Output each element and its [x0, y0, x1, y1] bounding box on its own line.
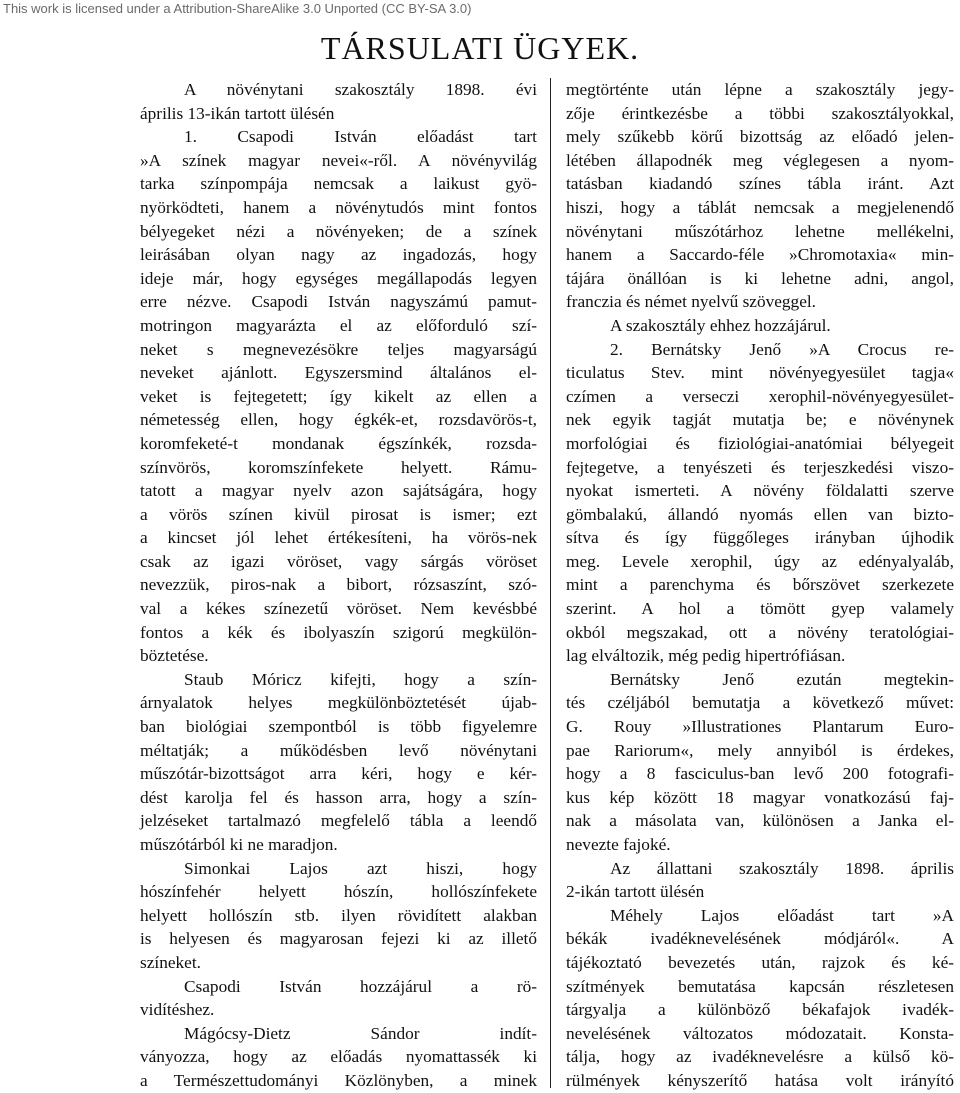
left-column-text-line: Staub Móricz kifejti, hogy a szín- — [184, 669, 537, 689]
right-column-text-line: lag elváltozik, még pedig hipertrófiásan. — [566, 646, 846, 666]
right-column-text-line: megtörténte után lépne a szakosztály jegy- — [566, 80, 954, 99]
right-column-text-line: meg. Levele xerophil, úgy az edényalyaláb, — [566, 551, 954, 571]
right-column-text-line: szítmények bemutatása kapcsán részletesen — [566, 976, 954, 996]
page-title: TÁRSULATI ÜGYEK. — [320, 30, 640, 66]
left-column-text-line: bélyegeket nézi a növényeken; de a színek — [140, 221, 537, 241]
left-column-text-line: méltatják; a működésben levő növénytani — [140, 740, 537, 760]
right-column-text-line: morfológiai és fiziológiai-anatómiai bélyegeit — [566, 433, 954, 453]
left-column-text-line: hószínfehér helyett hószín, hollószínfekete — [140, 882, 537, 902]
left-column-text-line: neveket ajánlott. Egyszersmind általános el- — [140, 363, 537, 383]
right-column-text-line: 2. Bernátsky Jenő »A Crocus re- — [610, 339, 954, 359]
left-column-text-line: tatott a magyar nyelv azon sajátságára, hogy — [140, 481, 537, 501]
left-column-text-line: ideje már, hogy egységes megállapodás legyen — [140, 268, 537, 288]
right-column-text-line: tatásban kiadandó színes tábla iránt. Azt — [566, 174, 954, 194]
left-column-text-line: neket s megnevezésökre teljes magyarságú — [140, 339, 537, 359]
left-column-text-line: színvörös, koromszínfekete helyett. Rámu- — [140, 457, 537, 477]
left-column-text-line: Simonkai Lajos azt hiszi, hogy — [184, 858, 537, 878]
left-column-text-line: Csapodi István hozzájárul a rö- — [184, 976, 537, 996]
left-column-text-line: műszótárból ki ne maradjon. — [140, 835, 338, 854]
left-column-text-line: a kincset jól lehet értékesíteni, ha vörös-nek — [140, 528, 537, 548]
left-column-text-line: dést karolja fel és hasson arra, hogy a szín- — [140, 787, 537, 807]
right-column-text-line: kus kép között 18 magyar vonatkozású faj- — [566, 787, 954, 807]
right-column-text-line: zője érintkezésbe a többi szakosztályokkal, — [566, 103, 954, 123]
left-column-text-line: ványozza, hogy az előadás nyomattassék ki — [140, 1047, 537, 1067]
left-column-text-line: A növénytani szakosztály 1898. évi — [184, 80, 537, 99]
left-column-text-line: erre nézve. Csapodi István nagyszámú pamut- — [140, 292, 537, 312]
left-column-text-line: csak az igazi vöröset, vagy sárgás vöröset — [140, 551, 537, 571]
right-column-text-line: létében állapodnék meg véglegesen a nyom- — [566, 150, 954, 170]
right-column-text-line: A szakosztály ehhez hozzájárul. — [610, 315, 831, 335]
right-column-text-line: gömbalakú, állandó nyomás ellen van bizto- — [566, 504, 954, 524]
left-column-text-line: »A színek magyar nevei«-ről. A növényvilág — [140, 150, 537, 170]
right-column-text-line: nevezte fajoké. — [566, 835, 671, 854]
right-column-text-line: nevelésének változatos módozatait. Konsta- — [566, 1023, 954, 1043]
right-column-text-line: tájára önállóan is ki lehetne adni, angol, — [566, 268, 954, 288]
right-column-text-line: mint a parenchyma és bőrszövet szerkezete — [566, 575, 954, 595]
license-notice: This work is licensed under a Attribution-ShareAlike 3.0 Unported (CC BY-SA 3.0) — [3, 1, 472, 16]
right-column-text-line: mely szűkebb körű bizottság az előadó jelen- — [566, 127, 954, 147]
right-column-text-line: Méhely Lajos előadást tart »A — [610, 905, 954, 925]
left-column-text-line: nevezzük, piros-nak a bibort, rózsaszínt, szó- — [140, 575, 537, 595]
right-column-text-line: G. Rouy »Illustrationes Plantarum Euro- — [566, 717, 954, 737]
right-column-text-line: békák ivadéknevelésének módjáról«. A — [566, 929, 954, 949]
left-column-text-line: a vörös színen kivül pirosat is ismer; ezt — [140, 504, 537, 524]
left-column-text-line: a Természettudományi Közlönyben, a minek — [140, 1070, 537, 1090]
left-column-text-line: ban biológiai szempontból is több figyelemre — [140, 717, 537, 737]
right-column-text-line: növénytani műszótárhoz lehetne mellékelni, — [566, 221, 954, 241]
left-column-text-line: helyett hollószín stb. ilyen rövidített alakban — [140, 905, 537, 925]
left-column-text-line: nyörködteti, hanem a növénytudós mint fontos — [140, 197, 537, 217]
left-column-text-line: Mágócsy-Dietz Sándor indít- — [184, 1023, 537, 1043]
left-column-text-line: 1. Csapodi István előadást tart — [184, 127, 537, 147]
right-column-text-line: hogy a 8 fasciculus-ban levő 200 fotografi- — [566, 764, 954, 784]
right-column-text-line: hiszi, hogy a táblát nemcsak a megjelenendő — [566, 197, 954, 217]
right-text-column — [566, 78, 954, 1093]
right-column-text-line: nyokat ismerteti. A növény földalatti szerve — [566, 481, 954, 501]
left-column-text-line: színeket. — [140, 952, 201, 972]
right-column-text-line: pae Rariorum«, mely annyiból is érdekes, — [566, 740, 954, 760]
right-column-text-line: sítva és így függőleges irányban újhodik — [566, 528, 954, 548]
right-column-text-line: tárgyalja a különböző békafajok ivadék- — [566, 1000, 954, 1020]
right-column-text-line: franczia és német nyelvű szöveggel. — [566, 292, 816, 312]
left-column-text-line: is helyesen és magyarosan fejezi ki az illető — [140, 929, 537, 949]
right-column-text-line: nak a másolata van, különösen a Janka el- — [566, 811, 954, 831]
left-column-text-line: április 13-ikán tartott ülésén — [140, 103, 335, 123]
right-column-text-line: tálja, hogy az ivadéknevelésre a külső kö- — [566, 1047, 954, 1067]
left-column-text-line: vidítéshez. — [140, 1000, 215, 1020]
left-column-text-line: koromfeketé-t mondanak égszínkék, rozsda- — [140, 433, 537, 453]
right-column-text-line: ticulatus Stev. mint növényegyesület tagja« — [566, 363, 954, 383]
left-column-text-line: leirásában olyan nagy az ingadozás, hogy — [140, 245, 537, 265]
left-column-text-line: motringon magyarázta el az előforduló szí- — [140, 315, 537, 335]
left-column-text-line: németesség ellen, hogy égkék-et, rozsdavörös-t, — [140, 410, 537, 430]
right-column-text-line: Bernátsky Jenő ezután megtekin- — [610, 669, 954, 689]
left-column-text-line: tarka színpompája nemcsak a laikust gyö- — [140, 174, 537, 194]
right-column-text-line: tés czéljából bemutatja a következő művet: — [566, 693, 954, 713]
left-column-text-line: fontos a kék és ibolyaszín szigorú megkülön- — [140, 622, 537, 642]
left-text-column — [140, 78, 537, 1093]
right-column-text-line: nek egyik tagját mutatja be; e növénynek — [566, 410, 954, 430]
left-column-text-line: jelzéseket tartalmazó megfelelő tábla a leendő — [140, 811, 537, 831]
right-column-text-line: tájékoztató bevezetés után, rajzok és ké- — [566, 952, 954, 972]
right-column-text-line: 2-ikán tartott ülésén — [566, 882, 705, 902]
left-column-text-line: műszótár-bizottságot arra kéri, hogy e kér- — [140, 764, 537, 784]
left-column-text-line: böztetése. — [140, 646, 209, 666]
column-divider — [550, 78, 551, 1088]
right-column-text-line: okból megszakad, ott a növény teratológiai- — [566, 622, 954, 642]
right-column-text-line: Az állattani szakosztály 1898. április — [610, 858, 954, 878]
right-column-text-line: czímen a verseczi xerophil-növényegyesület- — [566, 386, 954, 406]
right-column-text-line: rülmények kényszerítő hatása volt irányító — [566, 1070, 954, 1090]
left-column-text-line: árnyalatok helyes megkülönböztetését újab- — [140, 693, 537, 713]
left-column-text-line: val a kékes színezetű vöröset. Nem kevésbbé — [140, 599, 537, 619]
right-column-text-line: szerint. A hol a tömött gyep valamely — [566, 599, 954, 619]
left-column-text-line: veket is fejtegetett; így kikelt az ellen a — [140, 386, 537, 406]
right-column-text-line: hanem a Saccardo-féle »Chromotaxia« min- — [566, 245, 954, 265]
right-column-text-line: fejtegetve, a tenyészeti és terjeszkedési viszo- — [566, 457, 954, 477]
